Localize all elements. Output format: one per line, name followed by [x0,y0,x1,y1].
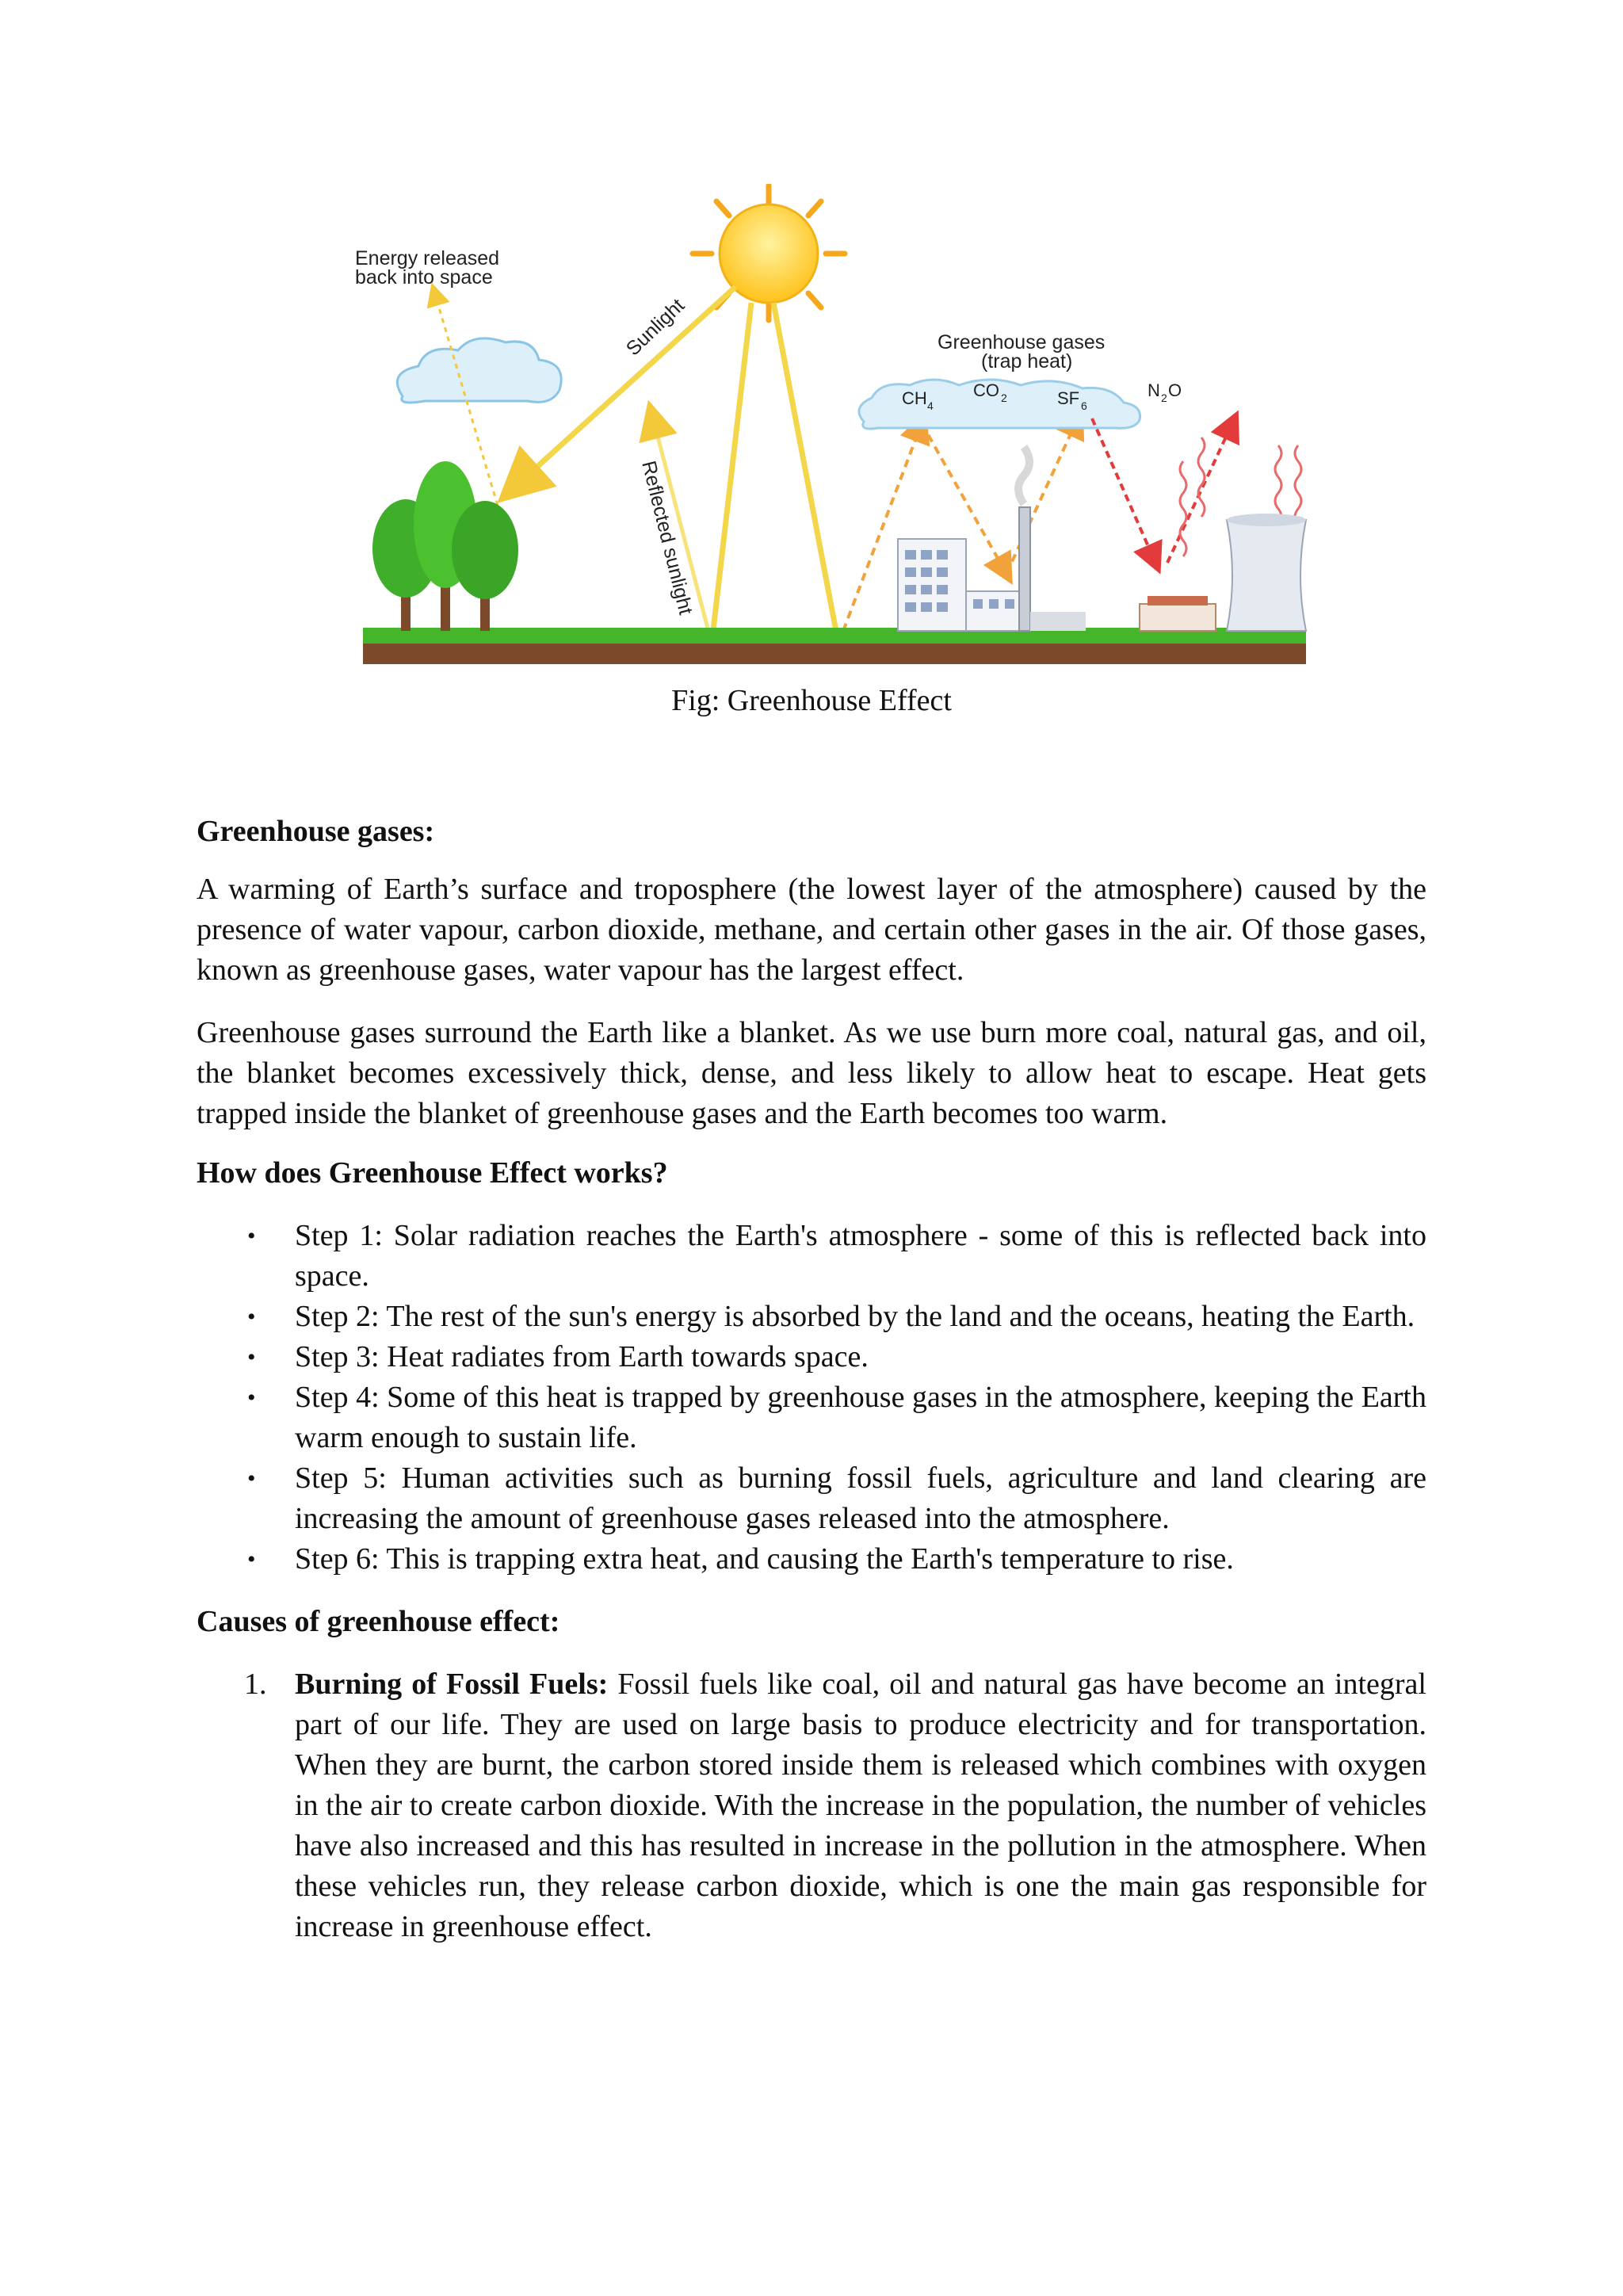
svg-text:CH: CH [902,388,927,408]
back-into-space-label: back into space [355,266,493,288]
bullet-icon: • [247,1546,256,1572]
power-plant-icon [1140,514,1306,631]
greenhouse-gases-label: Greenhouse gases [938,331,1106,353]
svg-text:O: O [1168,380,1182,400]
cause-title: Burning of Fossil Fuels: [295,1668,609,1701]
list-item: • Step 3: Heat radiates from Earth towards space. [197,1337,1426,1377]
trees-icon [372,461,518,631]
paragraph-greenhouse-definition: A warming of Earth’s surface and troposphere (the lowest layer of the atmosphere) caused by the presence of water vapour, carbon dioxide, methane, and certain other gases in the air. Of those gases, known as greenhouse gases, water vapour has the largest effect. [197,873,1426,987]
heading-greenhouse-gases: Greenhouse gases: [197,815,435,848]
gas-label-n2o [1148,380,1182,404]
list-item: • Step 6: This is trapping extra heat, and causing the Earth's temperature to rise. [197,1539,1426,1580]
svg-text:Sunlight: Sunlight [621,294,689,361]
list-item [197,1664,1426,1947]
paragraph-greenhouse-blanket: Greenhouse gases surround the Earth like a blanket. As we use burn more coal, natural gas, and oil, the blanket becomes excessively thick, dense, and less likely to allow heat to escape. Heat gets trapped inside the blanket of greenhouse gases and the Earth becomes too warm. [197,1016,1426,1130]
list-item: • Step 5: Human activities such as burning fossil fuels, agriculture and land clearing are increasing the amount of greenhouse gases released into the atmosphere. [197,1458,1426,1539]
soil [363,644,1306,664]
trap-heat-label: (trap heat) [981,350,1073,372]
svg-text:N: N [1148,380,1160,400]
reflected-sunlight-text [637,459,697,617]
sun-icon [693,185,845,320]
heat-arrows [1092,418,1233,563]
bullet-icon: • [247,1344,256,1370]
svg-text:Reflected sunlight: Reflected sunlight [637,458,697,617]
bullet-icon: • [247,1385,256,1411]
bullet-icon: • [247,1304,256,1330]
svg-text:SF: SF [1057,388,1080,408]
bullet-icon: • [247,1465,256,1492]
greenhouse-effect-figure [339,184,1322,667]
bullet-icon: • [247,1223,256,1249]
list-item: • Step 1: Solar radiation reaches the Earth's atmosphere - some of this is reflected back into space. [197,1216,1426,1297]
heading-how-it-works: How does Greenhouse Effect works? [197,1156,668,1190]
svg-text:6: 6 [1081,399,1087,412]
city-buildings-icon [898,447,1086,631]
energy-released-label: Energy released [355,247,500,269]
causes-list [197,1664,1426,1947]
svg-text:2: 2 [1161,392,1167,404]
list-item: • Step 2: The rest of the sun's energy is absorbed by the land and the oceans, heating the Earth. [197,1297,1426,1337]
svg-text:CO: CO [973,380,999,400]
document-body [197,812,1426,1947]
svg-text:2: 2 [1001,392,1007,404]
cause-text: Fossil fuels like coal, oil and natural gas have become an integral part of our life. They are used on large basis to produce electricity and for transportation. When they are burnt, the carbon stored inside them is released which combines with oxygen in the air to create carbon dioxide. With the increase in the population, the number of vehicles have also increased and this has resulted in increase in the pollution in the atmosphere. When these vehicles run, they release carbon dioxide, which is one the main gas responsible for increase in greenhouse effect. [295,1668,1426,1943]
greenhouse-diagram [339,184,1322,667]
sunlight-text [622,294,689,360]
figure-caption: Fig: Greenhouse Effect [671,684,952,717]
left-cloud [397,338,561,403]
steps-list [197,1216,1426,1580]
list-number: 1. [244,1668,267,1701]
list-item: • Step 4: Some of this heat is trapped by greenhouse gases in the atmosphere, keeping the Earth warm enough to sustain life. [197,1377,1426,1458]
svg-text:4: 4 [927,399,934,412]
heading-causes: Causes of greenhouse effect: [197,1605,560,1638]
